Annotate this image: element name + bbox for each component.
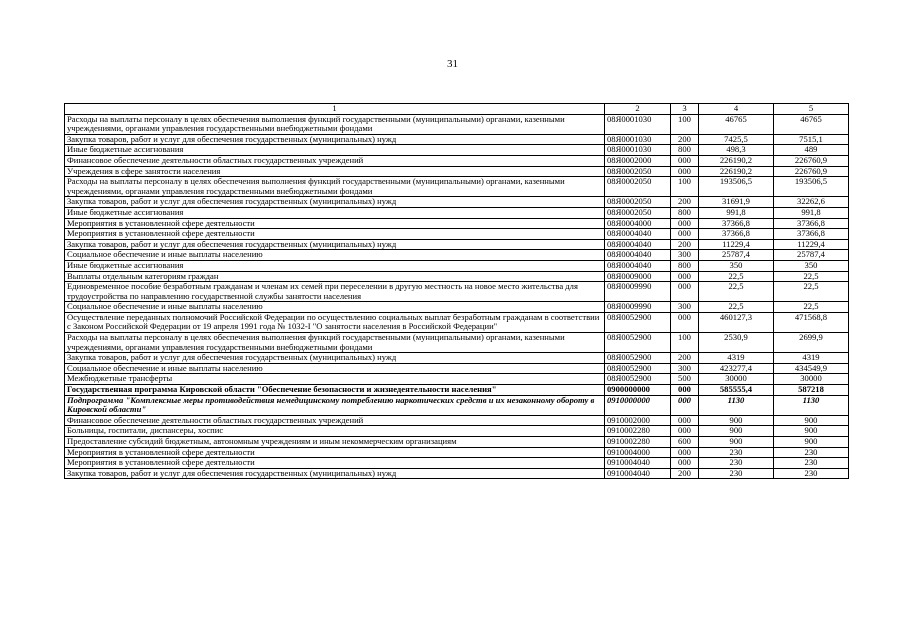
row-code-cell: 08Я0002050	[605, 207, 671, 218]
row-value-year1-cell: 30000	[699, 374, 774, 385]
table-row	[65, 395, 849, 415]
row-name-cell: Иные бюджетные ассигнования	[65, 207, 605, 218]
row-value-year1-cell: 1130	[699, 395, 774, 415]
row-value-year1-cell: 991,8	[699, 207, 774, 218]
row-name-cell: Осуществление переданных полномочий Российской Федерации по осуществлению социальных выплат безработным гражданам в соответствии с Законом Российской Федерации от 19 апреля 1991 года № 1032-I "О занятости населения в Российской Федерации"	[65, 312, 605, 332]
row-value-year2-cell: 22,5	[774, 282, 849, 302]
table-row	[65, 353, 849, 364]
row-expense-type-cell: 000	[671, 415, 699, 426]
row-value-year1-cell: 498,3	[699, 145, 774, 156]
table-body	[65, 114, 849, 479]
row-name-cell: Мероприятия в установленной сфере деятельности	[65, 447, 605, 458]
row-value-year1-cell: 900	[699, 415, 774, 426]
row-name-cell: Выплаты отдельным категориям граждан	[65, 271, 605, 282]
table-row	[65, 312, 849, 332]
row-value-year2-cell: 25787,4	[774, 250, 849, 261]
budget-table	[64, 103, 849, 479]
row-name-cell: Закупка товаров, работ и услуг для обеспечения государственных (муниципальных) нужд	[65, 134, 605, 145]
row-name-cell: Социальное обеспечение и иные выплаты населению	[65, 363, 605, 374]
row-value-year2-cell: 1130	[774, 395, 849, 415]
table-row	[65, 166, 849, 177]
row-name-cell: Мероприятия в установленной сфере деятельности	[65, 229, 605, 240]
row-value-year1-cell: 11229,4	[699, 239, 774, 250]
row-expense-type-cell: 800	[671, 207, 699, 218]
row-expense-type-cell: 200	[671, 239, 699, 250]
table-row	[65, 437, 849, 448]
row-value-year2-cell: 22,5	[774, 271, 849, 282]
row-value-year2-cell: 4319	[774, 353, 849, 364]
row-expense-type-cell: 100	[671, 114, 699, 134]
row-expense-type-cell: 000	[671, 282, 699, 302]
row-name-cell: Закупка товаров, работ и услуг для обеспечения государственных (муниципальных) нужд	[65, 468, 605, 479]
table-row	[65, 458, 849, 469]
row-code-cell: 08Я0009990	[605, 282, 671, 302]
header-col-1: 1	[65, 104, 605, 115]
row-code-cell: 08Я0004040	[605, 260, 671, 271]
row-value-year2-cell: 11229,4	[774, 239, 849, 250]
row-expense-type-cell: 200	[671, 197, 699, 208]
page-number: 31	[447, 58, 458, 70]
row-name-cell: Закупка товаров, работ и услуг для обеспечения государственных (муниципальных) нужд	[65, 353, 605, 364]
row-value-year1-cell: 22,5	[699, 302, 774, 313]
row-value-year2-cell: 471568,8	[774, 312, 849, 332]
row-value-year1-cell: 7425,5	[699, 134, 774, 145]
row-code-cell: 08Я0002050	[605, 177, 671, 197]
row-code-cell: 08Я0009000	[605, 271, 671, 282]
row-expense-type-cell: 000	[671, 395, 699, 415]
row-value-year2-cell: 22,5	[774, 302, 849, 313]
row-value-year2-cell: 900	[774, 415, 849, 426]
row-code-cell: 0910002280	[605, 426, 671, 437]
row-value-year2-cell: 991,8	[774, 207, 849, 218]
table-row	[65, 114, 849, 134]
header-col-4: 4	[699, 104, 774, 115]
header-col-5: 5	[774, 104, 849, 115]
row-value-year2-cell: 193506,5	[774, 177, 849, 197]
row-value-year2-cell: 226760,9	[774, 166, 849, 177]
row-value-year2-cell: 230	[774, 468, 849, 479]
row-value-year2-cell: 350	[774, 260, 849, 271]
row-code-cell: 08Я0052900	[605, 363, 671, 374]
row-name-cell: Мероприятия в установленной сфере деятельности	[65, 218, 605, 229]
row-expense-type-cell: 100	[671, 333, 699, 353]
table-row	[65, 250, 849, 261]
row-value-year1-cell: 226190,2	[699, 155, 774, 166]
row-name-cell: Иные бюджетные ассигнования	[65, 145, 605, 156]
row-name-cell: Расходы на выплаты персоналу в целях обеспечения выполнения функций государственными (муниципальными) органами, казенными учреждениями, органами управления государственными внебюджетными фондами	[65, 177, 605, 197]
row-value-year1-cell: 350	[699, 260, 774, 271]
row-name-cell: Межбюджетные трансферты	[65, 374, 605, 385]
row-code-cell: 08Я0009990	[605, 302, 671, 313]
row-value-year1-cell: 31691,9	[699, 197, 774, 208]
row-value-year2-cell: 30000	[774, 374, 849, 385]
row-name-cell: Финансовое обеспечение деятельности областных государственных учреждений	[65, 415, 605, 426]
row-code-cell: 08Я0002050	[605, 197, 671, 208]
row-value-year2-cell: 46765	[774, 114, 849, 134]
row-value-year1-cell: 900	[699, 437, 774, 448]
row-code-cell: 08Я0052900	[605, 333, 671, 353]
row-code-cell: 0910000000	[605, 395, 671, 415]
row-name-cell: Предоставление субсидий бюджетным, автономным учреждениям и иным некоммерческим организациям	[65, 437, 605, 448]
row-value-year2-cell: 230	[774, 458, 849, 469]
table-row	[65, 134, 849, 145]
row-expense-type-cell: 000	[671, 229, 699, 240]
row-value-year1-cell: 230	[699, 458, 774, 469]
row-value-year2-cell: 37366,8	[774, 229, 849, 240]
row-name-cell: Закупка товаров, работ и услуг для обеспечения государственных (муниципальных) нужд	[65, 197, 605, 208]
table-row	[65, 374, 849, 385]
row-value-year1-cell: 4319	[699, 353, 774, 364]
row-value-year1-cell: 25787,4	[699, 250, 774, 261]
row-code-cell: 0900000000	[605, 385, 671, 396]
row-code-cell: 08Я0001030	[605, 134, 671, 145]
row-name-cell: Финансовое обеспечение деятельности областных государственных учреждений	[65, 155, 605, 166]
row-expense-type-cell: 300	[671, 250, 699, 261]
row-expense-type-cell: 000	[671, 426, 699, 437]
table-header-row	[65, 104, 849, 115]
row-expense-type-cell: 600	[671, 437, 699, 448]
row-code-cell: 08Я0002050	[605, 166, 671, 177]
row-expense-type-cell: 000	[671, 218, 699, 229]
row-expense-type-cell: 000	[671, 155, 699, 166]
row-code-cell: 08Я0052900	[605, 312, 671, 332]
table-row	[65, 155, 849, 166]
row-name-cell: Единовременное пособие безработным гражданам и членам их семей при переселении в другую местность на новое место жительства для трудоустройства по направлению государственной службы занятости населения	[65, 282, 605, 302]
row-value-year2-cell: 2699,9	[774, 333, 849, 353]
row-value-year1-cell: 900	[699, 426, 774, 437]
table-row	[65, 447, 849, 458]
row-value-year1-cell: 226190,2	[699, 166, 774, 177]
table-row	[65, 426, 849, 437]
row-code-cell: 08Я0052900	[605, 374, 671, 385]
row-expense-type-cell: 300	[671, 363, 699, 374]
row-code-cell: 08Я0002000	[605, 155, 671, 166]
row-expense-type-cell: 100	[671, 177, 699, 197]
table-row	[65, 239, 849, 250]
row-value-year1-cell: 230	[699, 468, 774, 479]
row-name-cell: Иные бюджетные ассигнования	[65, 260, 605, 271]
row-name-cell: Закупка товаров, работ и услуг для обеспечения государственных (муниципальных) нужд	[65, 239, 605, 250]
row-value-year1-cell: 230	[699, 447, 774, 458]
row-code-cell: 08Я0001030	[605, 114, 671, 134]
row-code-cell: 0910002000	[605, 415, 671, 426]
row-value-year2-cell: 900	[774, 437, 849, 448]
header-col-3: 3	[671, 104, 699, 115]
row-expense-type-cell: 000	[671, 271, 699, 282]
row-value-year2-cell: 900	[774, 426, 849, 437]
row-expense-type-cell: 500	[671, 374, 699, 385]
table-row	[65, 333, 849, 353]
header-col-2: 2	[605, 104, 671, 115]
row-value-year2-cell: 37366,8	[774, 218, 849, 229]
table-row	[65, 363, 849, 374]
row-value-year2-cell: 230	[774, 447, 849, 458]
row-expense-type-cell: 000	[671, 312, 699, 332]
row-expense-type-cell: 200	[671, 353, 699, 364]
row-name-cell: Расходы на выплаты персоналу в целях обеспечения выполнения функций государственными (муниципальными) органами, казенными учреждениями, органами управления государственными внебюджетными фондами	[65, 333, 605, 353]
row-value-year1-cell: 423277,4	[699, 363, 774, 374]
row-value-year1-cell: 37366,8	[699, 229, 774, 240]
row-expense-type-cell: 000	[671, 447, 699, 458]
row-name-cell: Больницы, госпитали, диспансеры, хоспис	[65, 426, 605, 437]
table-row	[65, 415, 849, 426]
table-row	[65, 260, 849, 271]
row-name-cell: Социальное обеспечение и иные выплаты населению	[65, 302, 605, 313]
row-value-year2-cell: 587218	[774, 385, 849, 396]
row-expense-type-cell: 200	[671, 134, 699, 145]
table-row	[65, 218, 849, 229]
row-code-cell: 0910004000	[605, 447, 671, 458]
table-row	[65, 177, 849, 197]
row-value-year2-cell: 32262,6	[774, 197, 849, 208]
row-code-cell: 08Я0004040	[605, 239, 671, 250]
table-row	[65, 207, 849, 218]
row-value-year1-cell: 46765	[699, 114, 774, 134]
row-value-year2-cell: 226760,9	[774, 155, 849, 166]
row-code-cell: 08Я0004040	[605, 229, 671, 240]
row-name-cell: Учреждения в сфере занятости населения	[65, 166, 605, 177]
row-value-year1-cell: 193506,5	[699, 177, 774, 197]
table-row	[65, 197, 849, 208]
row-name-cell: Социальное обеспечение и иные выплаты населению	[65, 250, 605, 261]
row-expense-type-cell: 000	[671, 385, 699, 396]
row-name-cell: Государственная программа Кировской области "Обеспечение безопасности и жизнедеятельности населения"	[65, 385, 605, 396]
row-expense-type-cell: 000	[671, 458, 699, 469]
row-expense-type-cell: 200	[671, 468, 699, 479]
row-name-cell: Расходы на выплаты персоналу в целях обеспечения выполнения функций государственными (муниципальными) органами, казенными учреждениями, органами управления государственными внебюджетными фондами	[65, 114, 605, 134]
table-row	[65, 145, 849, 156]
row-code-cell: 0910004040	[605, 468, 671, 479]
table-row	[65, 229, 849, 240]
row-code-cell: 08Я0004000	[605, 218, 671, 229]
row-code-cell: 08Я0052900	[605, 353, 671, 364]
row-expense-type-cell: 300	[671, 302, 699, 313]
row-value-year1-cell: 22,5	[699, 282, 774, 302]
table-row	[65, 468, 849, 479]
row-name-cell: Мероприятия в установленной сфере деятельности	[65, 458, 605, 469]
row-value-year1-cell: 585555,4	[699, 385, 774, 396]
row-value-year2-cell: 489	[774, 145, 849, 156]
table-row	[65, 385, 849, 396]
row-value-year2-cell: 434549,9	[774, 363, 849, 374]
row-expense-type-cell: 800	[671, 260, 699, 271]
row-expense-type-cell: 800	[671, 145, 699, 156]
table-row	[65, 282, 849, 302]
row-name-cell: Подпрограмма "Комплексные меры противодействия немедицинскому потреблению наркотических средств и их незаконному обороту в Кировской области"	[65, 395, 605, 415]
row-code-cell: 0910004040	[605, 458, 671, 469]
row-value-year1-cell: 2530,9	[699, 333, 774, 353]
table-row	[65, 271, 849, 282]
row-value-year2-cell: 7515,1	[774, 134, 849, 145]
row-code-cell: 08Я0001030	[605, 145, 671, 156]
row-code-cell: 0910002280	[605, 437, 671, 448]
row-value-year1-cell: 22,5	[699, 271, 774, 282]
table-row	[65, 302, 849, 313]
row-expense-type-cell: 000	[671, 166, 699, 177]
row-code-cell: 08Я0004040	[605, 250, 671, 261]
row-value-year1-cell: 37366,8	[699, 218, 774, 229]
row-value-year1-cell: 460127,3	[699, 312, 774, 332]
